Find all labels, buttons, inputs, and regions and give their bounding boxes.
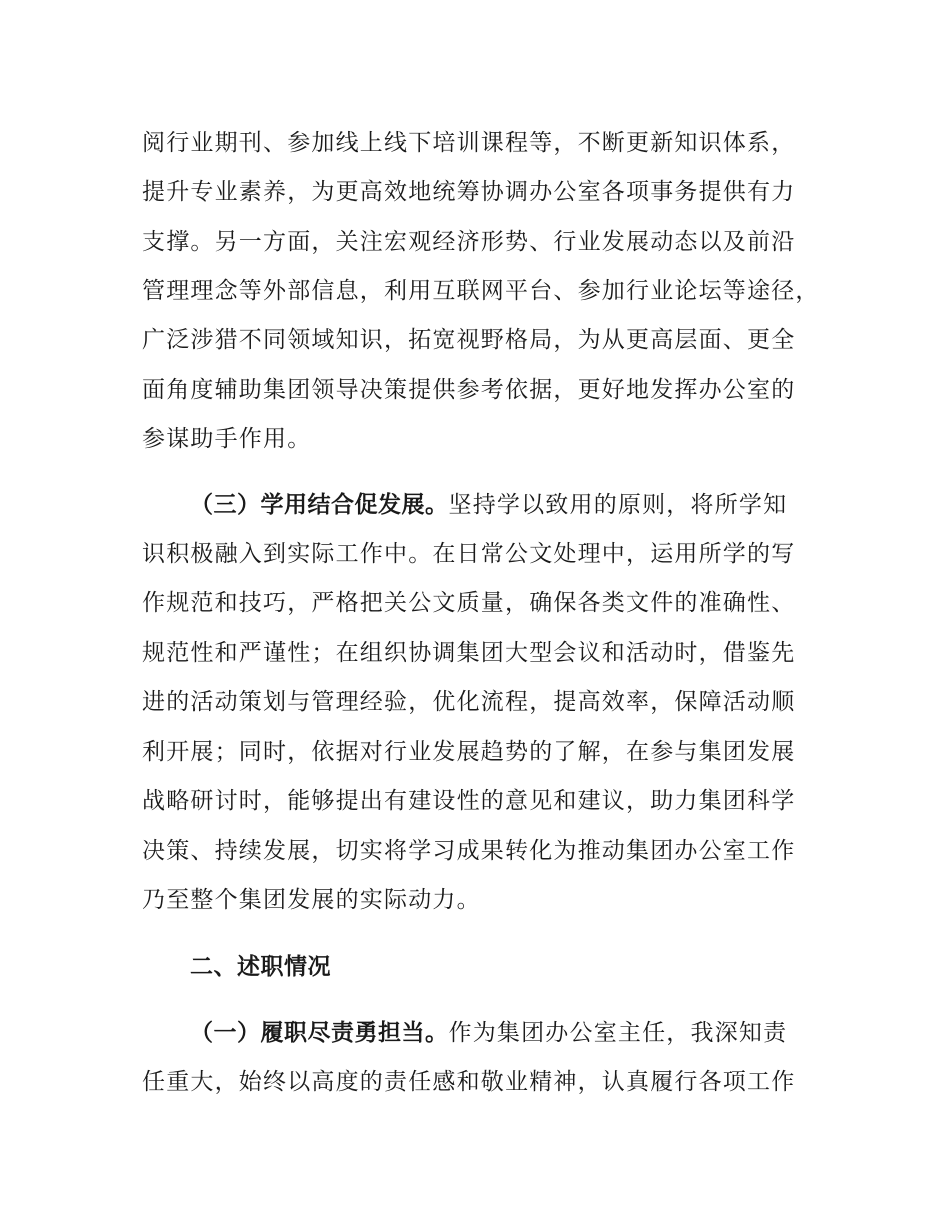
paragraph-first-line: [190, 1018, 787, 1048]
paragraph-line: 广泛涉猎不同领域知识，拓宽视野格局，为从更高层面、更全: [142, 327, 796, 353]
paragraph-line: 参谋助手作用。: [142, 426, 312, 452]
paragraph-line: 进的活动策划与管理经验，优化流程，提高效率，保障活动顺: [142, 689, 796, 715]
paragraph-text: 作为集团办公室主任，我深知责: [448, 1020, 788, 1046]
paragraph-line: 战略研讨时，能够提出有建设性的意见和建议，助力集团科学: [142, 788, 796, 814]
paragraph-line: 利开展；同时，依据对行业发展趋势的了解，在参与集团发展: [142, 739, 796, 765]
paragraph-text: 坚持学以致用的原则，将所学知: [448, 492, 788, 518]
paragraph-line: 决策、持续发展，切实将学习成果转化为推动集团办公室工作: [142, 838, 796, 864]
subsection-heading: （一）履职尽责勇担当。: [190, 1020, 449, 1046]
subsection-heading: （三）学用结合促发展。: [190, 492, 449, 518]
section-heading: 二、述职情况: [190, 954, 331, 980]
paragraph-line: 识积极融入到实际工作中。在日常公文处理中，运用所学的写: [142, 541, 796, 567]
paragraph-line: 面角度辅助集团领导决策提供参考依据，更好地发挥办公室的: [142, 377, 796, 403]
paragraph-line: 乃至整个集团发展的实际动力。: [142, 887, 481, 913]
paragraph-first-line: [190, 490, 787, 520]
paragraph-line: 管理理念等外部信息，利用互联网平台、参加行业论坛等途径，: [142, 278, 820, 304]
paragraph-line: 作规范和技巧，严格把关公文质量，确保各类文件的准确性、: [142, 590, 796, 616]
paragraph-line: 支撑。另一方面，关注宏观经济形势、行业发展动态以及前沿: [142, 229, 796, 255]
paragraph-line: 规范性和严谨性；在组织协调集团大型会议和活动时，借鉴先: [142, 640, 796, 666]
paragraph-line: 任重大，始终以高度的责任感和敬业精神，认真履行各项工作: [142, 1069, 796, 1095]
paragraph-line: 阅行业期刊、参加线上线下培训课程等，不断更新知识体系，: [142, 130, 796, 156]
paragraph-line: 提升专业素养，为更高效地统筹协调办公室各项事务提供有力: [142, 179, 796, 205]
